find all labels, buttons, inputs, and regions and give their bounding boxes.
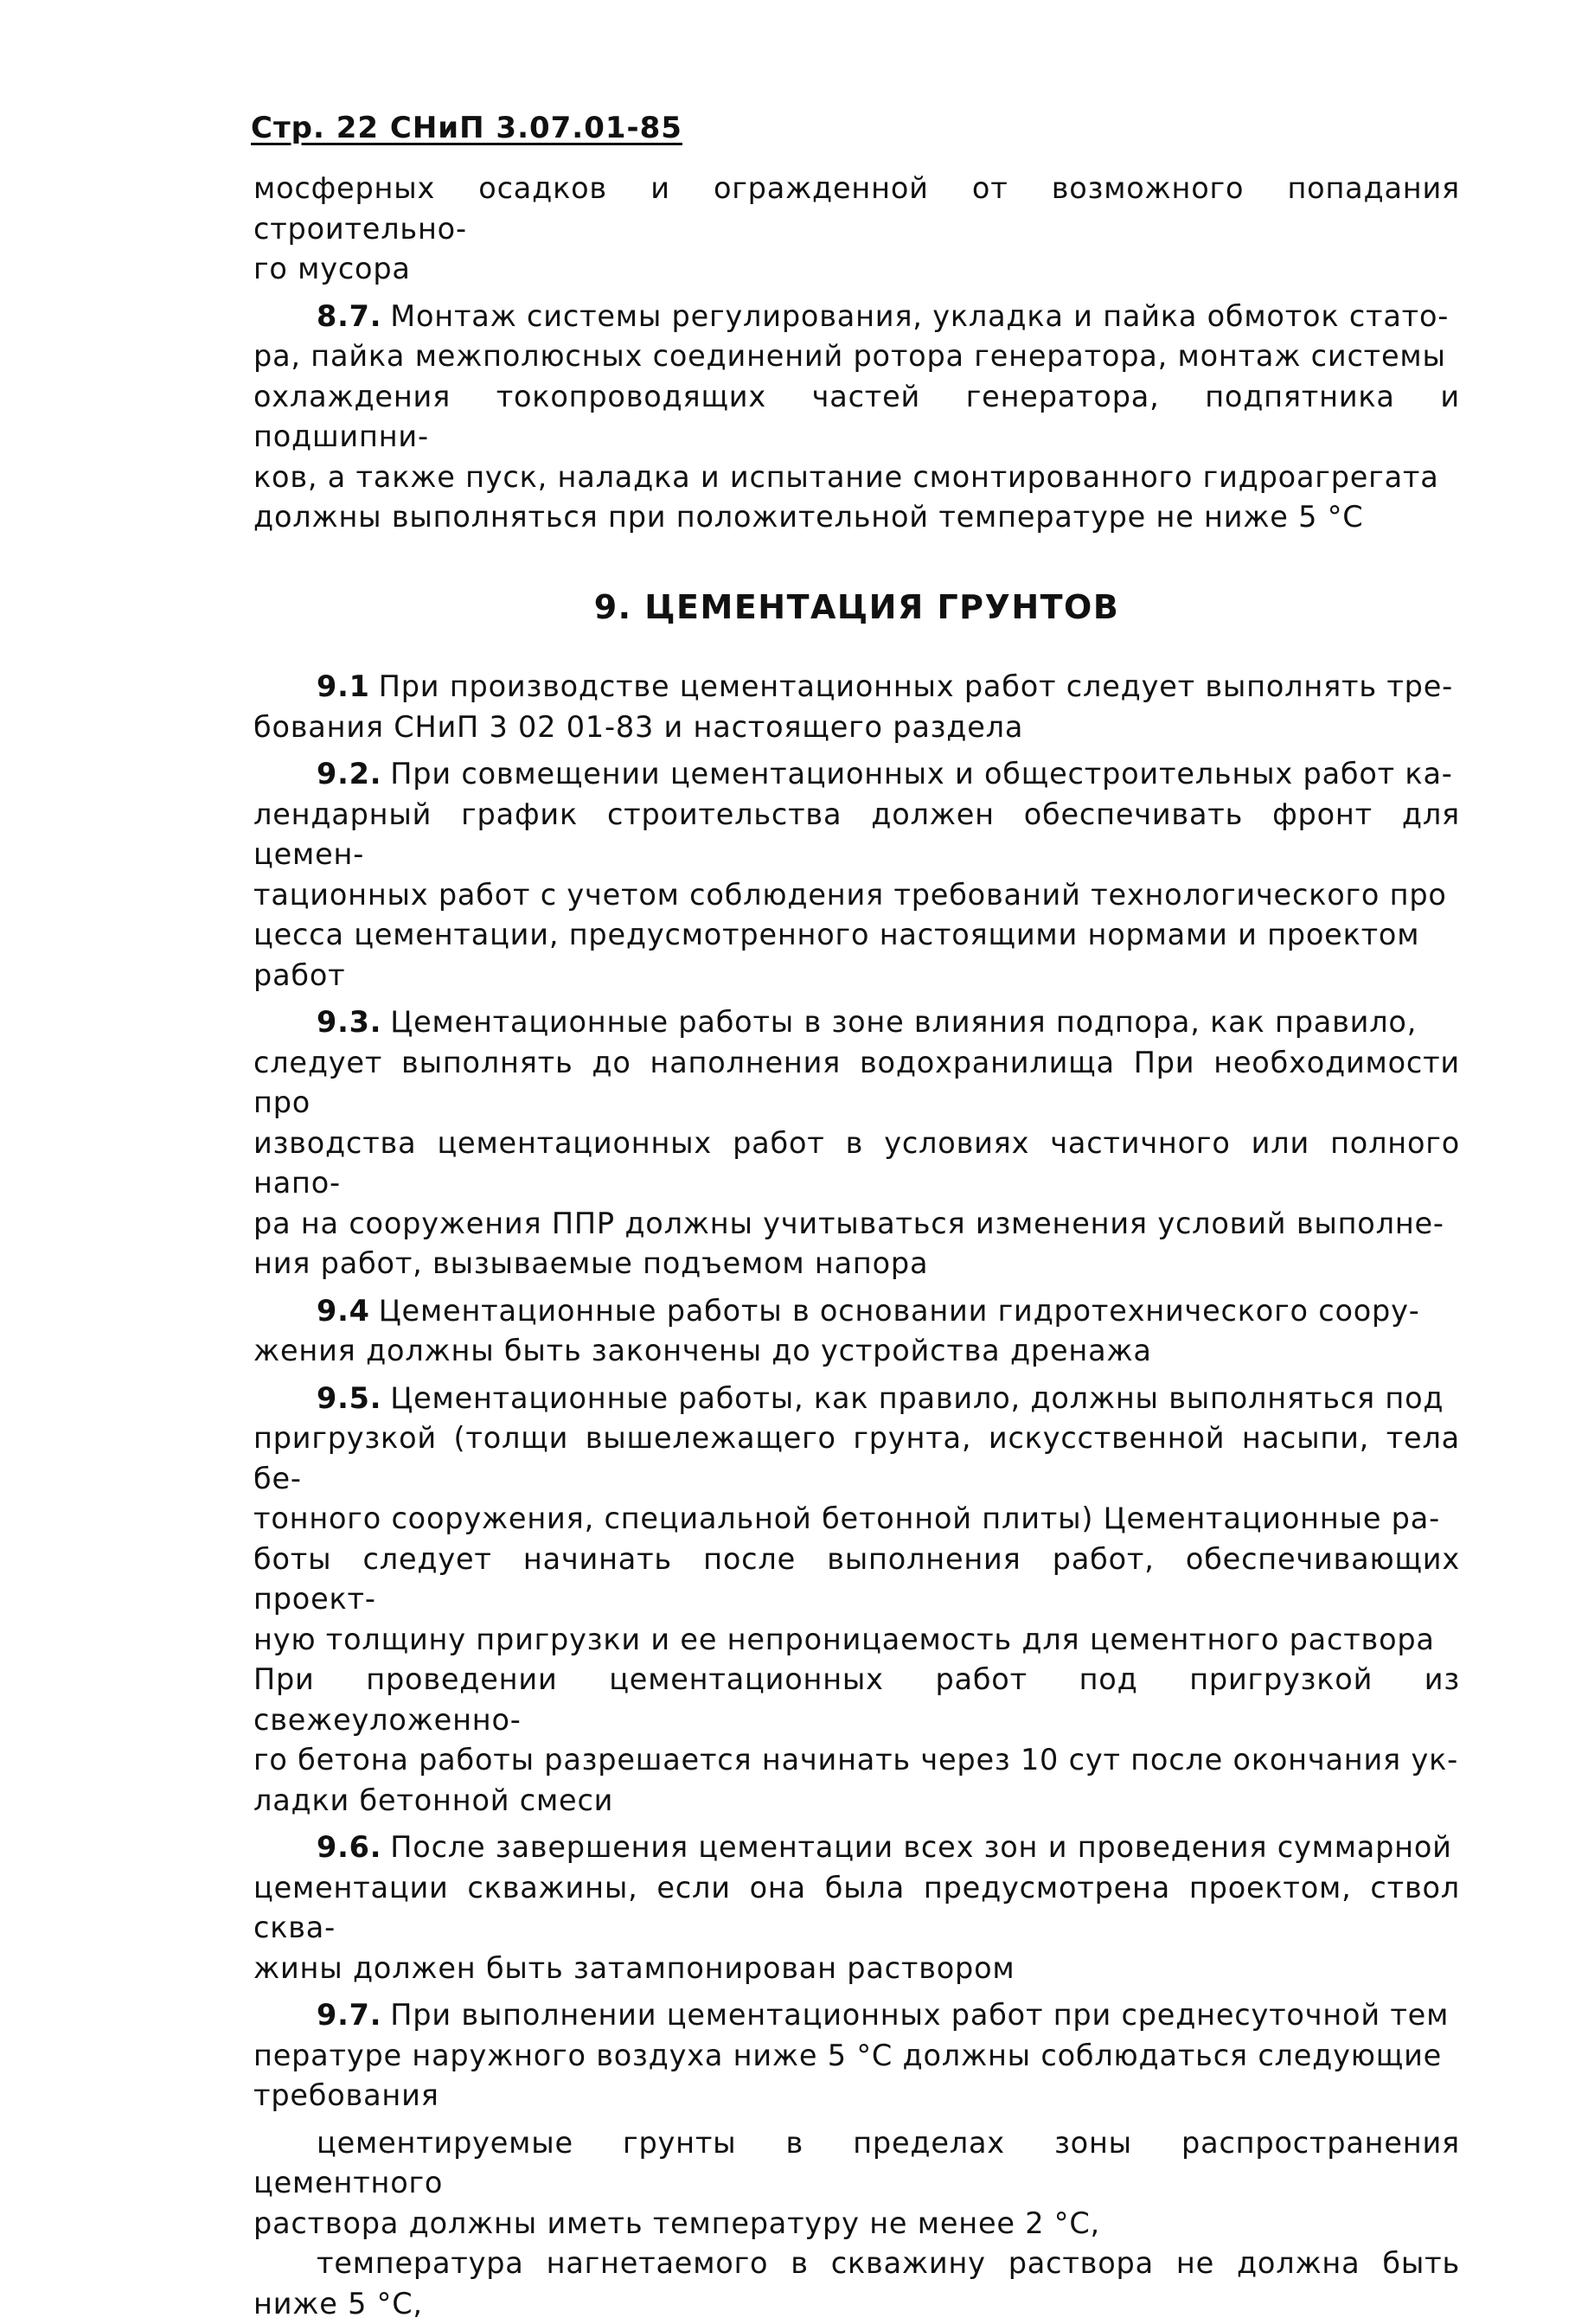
paragraph-number: 9.6. bbox=[317, 1830, 382, 1864]
paragraph-text: Цементационные работы, как правило, должны выполняться под пригрузкой (толщи вышележащего грунта, искусственной насыпи, тела бе- тонного сооружения, специальной бетонной плиты) Цементационные ра- боты следует начинать после выполнения работ, обеспечивающих проект- ную толщину пригрузки и ее непроницаемость для цементного раствора При проведении цементационных работ под пригрузкой из свежеуложенно- го бетона работы разрешается начинать через 10 сут после окончания ук- ладки бетонной смеси bbox=[253, 1380, 1460, 1817]
paragraph-number: 9.3. bbox=[317, 1005, 382, 1039]
paragraph-number: 8.7. bbox=[317, 298, 382, 333]
paragraph-number: 9.5. bbox=[317, 1380, 382, 1415]
paragraph-text: Цементационные работы в зоне влияния подпора, как правило, следует выполнять до наполнения водохранилища При необходимости про изводства цементационных работ в условиях частичного или полного напо- ра на сооружения ППР должны учитываться изменения условий выполне- ния работ, вызываемые подъемом напора bbox=[253, 1005, 1460, 1280]
paragraph-text: При совмещении цементационных и общестроительных работ ка- лендарный график строительства должен обеспечивать фронт для цемен- тационных работ с учетом соблюдения требований технологического про цесса цементации, предусмотренного настоящими нормами и проектом работ bbox=[253, 757, 1460, 992]
paragraph-8-7 bbox=[253, 297, 1460, 538]
paragraph-continuation bbox=[253, 169, 1460, 290]
paragraph-9-7 bbox=[253, 1995, 1460, 2116]
page-body bbox=[253, 169, 1460, 2324]
paragraph-text: При выполнении цементационных работ при среднесуточной тем пературе наружного воздуха ниже 5 °С должны соблюдаться следующие требования bbox=[253, 1998, 1450, 2112]
paragraph-9-4 bbox=[253, 1291, 1460, 1372]
paragraph-text: мосферных осадков и огражденной от возможного попадания строительно- го мусора bbox=[253, 171, 1460, 285]
paragraph-text: Монтаж системы регулирования, укладка и пайка обмоток стато- ра, пайка межполюсных соединений ротора генератора, монтаж системы охлаждения токопроводящих частей генератора, подпятника и подшипни- ков, а также пуск, наладка и испытание смонтированного гидроагрегата должны выполняться при положительной температуре не ниже 5 °С bbox=[253, 298, 1460, 534]
paragraph-9-6 bbox=[253, 1828, 1460, 1988]
list-item: цементируемые грунты в пределах зоны распространения цементного раствора должны иметь температуру не менее 2 °С, bbox=[253, 2125, 1460, 2240]
paragraph-number: 9.2. bbox=[317, 757, 382, 791]
running-head: Стр. 22 СНиП 3.07.01-85 bbox=[251, 111, 682, 145]
paragraph-number: 9.1 bbox=[317, 669, 370, 703]
paragraph-text: При производстве цементационных работ следует выполнять тре- бования СНиП 3 02 01-83 и настоящего раздела bbox=[253, 669, 1454, 744]
paragraph-9-5 bbox=[253, 1379, 1460, 1821]
paragraph-text: Цементационные работы в основании гидротехнического соору- жения должны быть закончены до устройства дренажа bbox=[253, 1293, 1420, 1367]
paragraph-9-3 bbox=[253, 1002, 1460, 1284]
paragraph-number: 9.7. bbox=[317, 1998, 382, 2032]
list-item: температура нагнетаемого в скважину раствора не должна быть ниже 5 °С, bbox=[253, 2246, 1460, 2321]
paragraph-9-1 bbox=[253, 667, 1460, 747]
paragraph-9-2 bbox=[253, 754, 1460, 996]
paragraph-number: 9.4 bbox=[317, 1293, 370, 1328]
section-title: 9. ЦЕМЕНТАЦИЯ ГРУНТОВ bbox=[593, 587, 1120, 626]
paragraph-text: После завершения цементации всех зон и проведения суммарной цементации скважины, если она была предусмотрена проектом, ствол сква- жины должен быть затампонирован раствором bbox=[253, 1830, 1460, 1985]
